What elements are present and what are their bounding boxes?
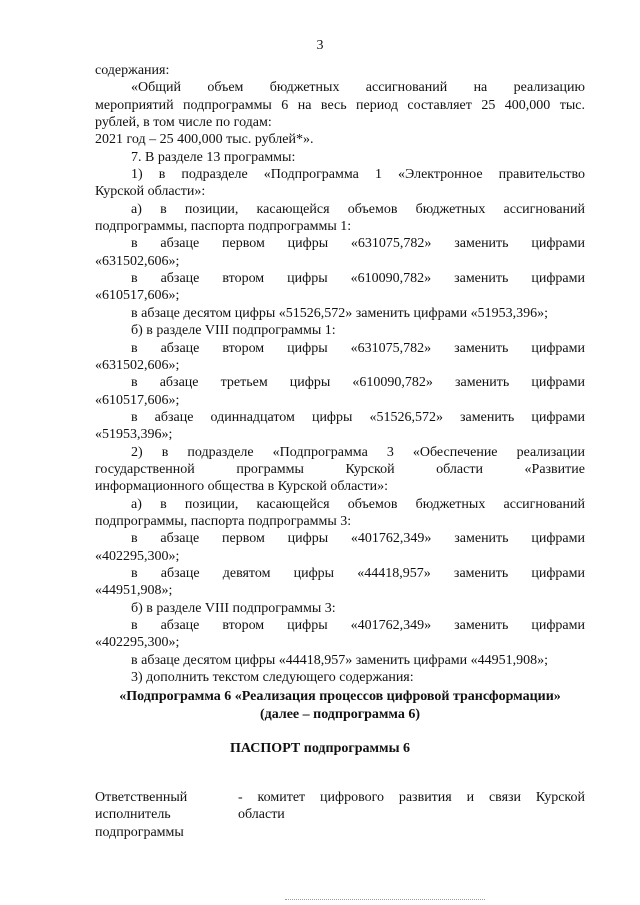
body-line: «Общий объем бюджетных ассигнований на реализацию <box>131 80 585 96</box>
body-line: подпрограммы, паспорта подпрограммы 1: <box>95 219 352 235</box>
bottom-divider <box>285 899 485 900</box>
body-line: содержания: <box>95 63 170 78</box>
body-line: б) в разделе VIII подпрограммы 3: <box>131 600 336 616</box>
passport-row-value <box>238 789 585 824</box>
body-line: в абзаце втором цифры «401762,349» заменить цифрами <box>131 618 585 633</box>
passport-label-line: Ответственный <box>95 790 188 805</box>
body-line: «402295,300»; <box>95 548 180 564</box>
body-line: в абзаце десятом цифры «51526,572» заменить цифрами «51953,396»; <box>131 305 549 321</box>
body-line: в абзаце одиннадцатом цифры «51526,572» заменить цифрами <box>131 409 585 425</box>
body-line: в абзаце втором цифры «631075,782» заменить цифрами <box>131 340 585 356</box>
body-line: 1) в подразделе «Подпрограмма 1 «Электронное правительство <box>131 167 585 183</box>
subprogram-heading-line: «Подпрограмма 6 «Реализация процессов цифровой трансформации» <box>119 689 561 705</box>
body-line: б) в разделе VIII подпрограммы 1: <box>131 323 336 339</box>
subprogram-heading-line: (далее – подпрограмма 6) <box>259 706 421 722</box>
body-line: подпрограммы, паспорта подпрограммы 3: <box>95 513 352 529</box>
body-line: «51953,396»; <box>95 427 173 443</box>
passport-value-line: - комитет цифрового развития и связи Курской <box>238 790 585 805</box>
document-body <box>95 62 585 723</box>
body-line: «631502,606»; <box>95 253 180 269</box>
body-line: государственной программы Курской области «Развитие <box>95 461 585 477</box>
body-line: в абзаце первом цифры «401762,349» заменить цифрами <box>131 531 585 547</box>
passport-row-label <box>95 789 225 841</box>
body-line: «402295,300»; <box>95 635 180 651</box>
passport-label-line: подпрограммы <box>95 824 184 840</box>
body-line: в абзаце третьем цифры «610090,782» заменить цифрами <box>131 375 585 391</box>
body-line: в абзаце втором цифры «610090,782» заменить цифрами <box>131 271 585 287</box>
body-line: «44951,908»; <box>95 583 173 599</box>
body-line: рублей, в том числе по годам: <box>95 115 272 131</box>
page-number: 3 <box>316 38 324 53</box>
body-line: в абзаце девятом цифры «44418,957» заменить цифрами <box>131 565 585 581</box>
body-line: «610517,606»; <box>95 392 180 408</box>
body-line: а) в позиции, касающейся объемов бюджетных ассигнований <box>131 201 585 217</box>
body-line: информационного общества в Курской области»: <box>95 479 389 495</box>
body-line: Курской области»: <box>95 184 206 200</box>
body-line: 2021 год – 25 400,000 тыс. рублей*». <box>95 132 314 148</box>
body-line: в абзаце первом цифры «631075,782» заменить цифрами <box>131 236 585 252</box>
body-line: 3) дополнить текстом следующего содержания: <box>131 670 414 686</box>
body-line: «631502,606»; <box>95 357 180 373</box>
subprogram-heading <box>95 688 585 723</box>
body-line: 2) в подразделе «Подпрограмма 3 «Обеспечение реализации <box>131 444 585 460</box>
passport-value-line: области <box>238 807 285 823</box>
passport-title: ПАСПОРТ подпрограммы 6 <box>230 741 410 756</box>
passport-label-line: исполнитель <box>95 807 171 823</box>
body-line: 7. В разделе 13 программы: <box>131 149 296 165</box>
body-line: в абзаце десятом цифры «44418,957» заменить цифрами «44951,908»; <box>131 652 549 668</box>
body-line: а) в позиции, касающейся объемов бюджетных ассигнований <box>131 496 585 512</box>
body-line: мероприятий подпрограммы 6 на весь период составляет 25 400,000 тыс. <box>95 97 585 113</box>
body-line: «610517,606»; <box>95 288 180 304</box>
